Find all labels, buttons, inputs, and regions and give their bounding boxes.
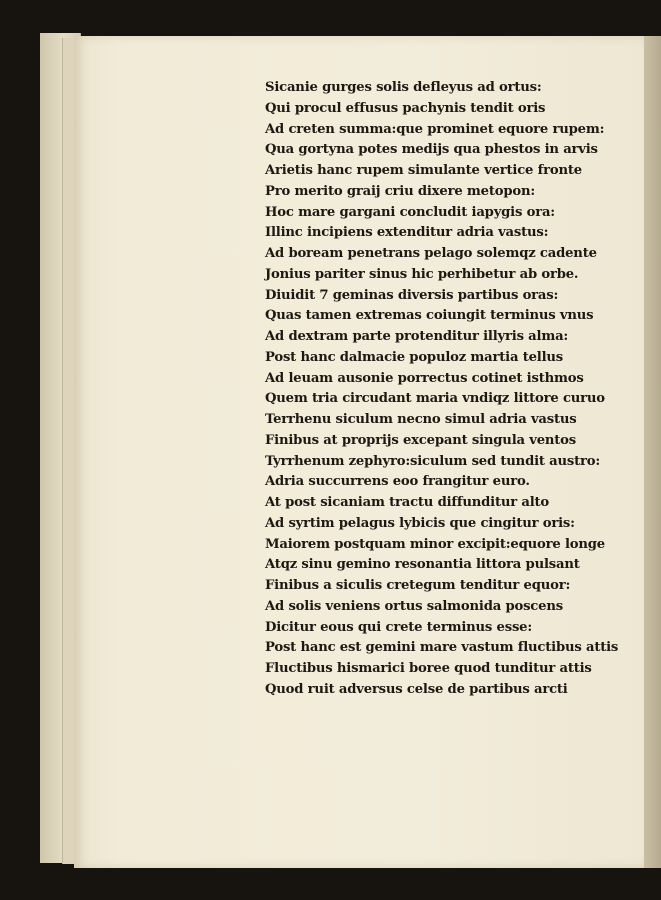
verse-line: Post hanc est gemini mare vastum fluctibus attis — [265, 640, 619, 656]
verse-line: Sicanie gurges solis defleyus ad ortus: — [265, 80, 542, 95]
verse-line: Ad solis veniens ortus salmonida poscens — [265, 598, 563, 614]
verse-line: Terrhenu siculum necno simul adria vastus — [265, 412, 577, 427]
verse-line: Adria succurrens eoo frangitur euro. — [265, 474, 530, 490]
verse-line: Post hanc dalmacie populoz martia tellus — [265, 349, 564, 365]
verse-line: Hoc mare gargani concludit iapygis ora: — [265, 204, 555, 220]
verse-line: Illinc incipiens extenditur adria vastus: — [265, 225, 549, 241]
verse-line: Atqz sinu gemino resonantia littora pulsant — [265, 557, 580, 573]
verse-line: Ad dextram parte protenditur illyris alma: — [265, 329, 569, 344]
verse-line: Ad leuam ausonie porrectus cotinet isthmos — [265, 370, 584, 386]
facing-page-edge — [644, 36, 661, 868]
verse-line: Diuidit 7 geminas diversis partibus oras: — [265, 287, 559, 303]
verse-line: Fluctibus hismarici boree quod tunditur attis — [265, 661, 592, 676]
verse-line: Tyrrhenum zephyro:siculum sed tundit austro: — [265, 453, 601, 469]
verse-line: Qui procul effusus pachynis tendit oris — [265, 100, 546, 116]
verse-line: Ad syrtim pelagus lybicis que cingitur oris: — [265, 515, 575, 531]
verse-line: Finibus a siculis cretegum tenditur equor: — [265, 578, 571, 593]
verse-line: Quod ruit adversus celse de partibus arcti — [265, 681, 568, 697]
verse-line: Jonius pariter sinus hic perhibetur ab orbe. — [265, 266, 579, 282]
verse-line: Qua gortyna potes medijs qua phestos in arvis — [265, 142, 598, 158]
verse-text-block — [265, 78, 619, 701]
verse-line: Finibus at proprijs excepant singula ventos — [265, 432, 576, 448]
verse-line: Maiorem postquam minor excipit:equore longe — [265, 536, 605, 552]
verse-line: Ad creten summa:que prominet equore rupem: — [265, 121, 605, 137]
verse-line: Dicitur eous qui crete terminus esse: — [265, 619, 533, 635]
verse-line: Pro merito graij criu dixere metopon: — [265, 183, 536, 199]
verse-line: At post sicaniam tractu diffunditur alto — [265, 495, 550, 510]
verse-line: Arietis hanc rupem simulante vertice fronte — [265, 163, 582, 178]
verse-line: Ad boream penetrans pelago solemqz cadente — [265, 246, 597, 261]
verse-line: Quem tria circudant maria vndiqz littore curuo — [265, 391, 605, 407]
verse-line: Quas tamen extremas coiungit terminus vnus — [265, 308, 594, 324]
